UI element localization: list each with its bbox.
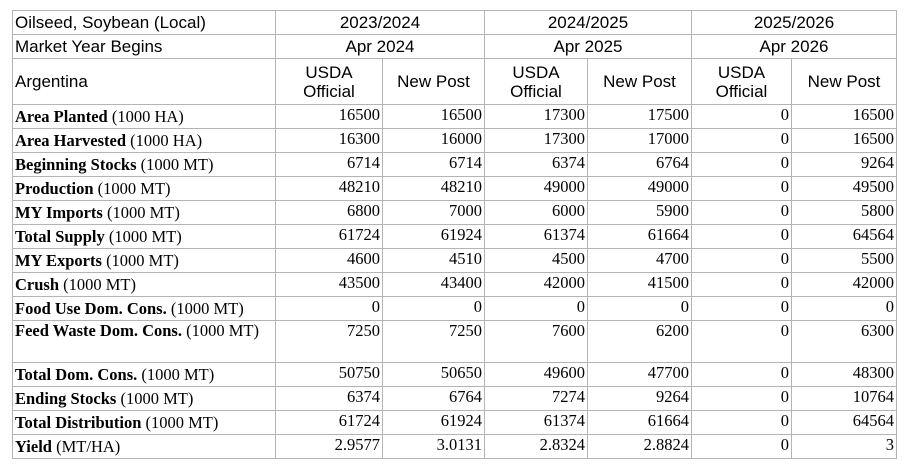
table-row (13, 201, 897, 225)
cell-value: 61724 (276, 411, 383, 435)
cell-value: 2.8824 (588, 435, 692, 459)
cell-value: 7250 (276, 321, 383, 363)
cell-value: 42000 (792, 273, 897, 297)
row-label: Area Harvested (1000 HA) (13, 129, 276, 153)
row-label: Ending Stocks (1000 MT) (13, 387, 276, 411)
cell-value: 10764 (792, 387, 897, 411)
cell-value: 5800 (792, 201, 897, 225)
row-label: Total Distribution (1000 MT) (13, 411, 276, 435)
cell-value: 6000 (485, 201, 588, 225)
cell-value: 64564 (792, 411, 897, 435)
header-row-years (13, 11, 897, 35)
col-usda-official: USDA Official (276, 59, 383, 105)
table-row (13, 387, 897, 411)
year-label-2: 2024/2025 (485, 11, 692, 35)
cell-value: 0 (692, 105, 792, 129)
table-row (13, 411, 897, 435)
col-new-post: New Post (792, 59, 897, 105)
row-label: Total Supply (1000 MT) (13, 225, 276, 249)
cell-value: 49000 (588, 177, 692, 201)
cell-value: 0 (692, 411, 792, 435)
cell-value: 17500 (588, 105, 692, 129)
cell-value: 7250 (383, 321, 485, 363)
cell-value: 6764 (588, 153, 692, 177)
cell-value: 61724 (276, 225, 383, 249)
year-begins-2: Apr 2025 (485, 35, 692, 59)
col-usda-official: USDA Official (485, 59, 588, 105)
cell-value: 4600 (276, 249, 383, 273)
table-row (13, 153, 897, 177)
cell-value: 0 (383, 297, 485, 321)
cell-value: 0 (692, 177, 792, 201)
row-label: Food Use Dom. Cons. (1000 MT) (13, 297, 276, 321)
cell-value: 0 (692, 129, 792, 153)
cell-value: 6374 (485, 153, 588, 177)
cell-value: 0 (692, 387, 792, 411)
cell-value: 16500 (383, 105, 485, 129)
cell-value: 3.0131 (383, 435, 485, 459)
table-row (13, 225, 897, 249)
cell-value: 0 (276, 297, 383, 321)
cell-value: 0 (485, 297, 588, 321)
cell-value: 64564 (792, 225, 897, 249)
cell-value: 43500 (276, 273, 383, 297)
cell-value: 0 (692, 297, 792, 321)
cell-value: 49500 (792, 177, 897, 201)
row-label: MY Exports (1000 MT) (13, 249, 276, 273)
cell-value: 0 (692, 225, 792, 249)
col-new-post: New Post (588, 59, 692, 105)
cell-value: 61374 (485, 411, 588, 435)
cell-value: 16500 (792, 105, 897, 129)
cell-value: 48210 (383, 177, 485, 201)
cell-value: 41500 (588, 273, 692, 297)
cell-value: 47700 (588, 363, 692, 387)
cell-value: 0 (692, 273, 792, 297)
cell-value: 17300 (485, 129, 588, 153)
year-label-1: 2023/2024 (276, 11, 485, 35)
cell-value: 2.8324 (485, 435, 588, 459)
cell-value: 0 (692, 153, 792, 177)
cell-value: 48210 (276, 177, 383, 201)
row-label: Crush (1000 MT) (13, 273, 276, 297)
header-row-columns (13, 59, 897, 105)
col-usda-official: USDA Official (692, 59, 792, 105)
cell-value: 0 (692, 321, 792, 363)
cell-value: 50650 (383, 363, 485, 387)
cell-value: 4700 (588, 249, 692, 273)
cell-value: 5900 (588, 201, 692, 225)
cell-value: 48300 (792, 363, 897, 387)
cell-value: 16000 (383, 129, 485, 153)
year-begins-3: Apr 2026 (692, 35, 897, 59)
cell-value: 17000 (588, 129, 692, 153)
cell-value: 6714 (383, 153, 485, 177)
row-label: Beginning Stocks (1000 MT) (13, 153, 276, 177)
cell-value: 49000 (485, 177, 588, 201)
year-begins-1: Apr 2024 (276, 35, 485, 59)
cell-value: 61924 (383, 411, 485, 435)
table-row (13, 435, 897, 459)
table-row (13, 321, 897, 363)
row-label: MY Imports (1000 MT) (13, 201, 276, 225)
cell-value: 6300 (792, 321, 897, 363)
cell-value: 4510 (383, 249, 485, 273)
cell-value: 16500 (792, 129, 897, 153)
header-row-begins (13, 35, 897, 59)
cell-value: 0 (692, 435, 792, 459)
cell-value: 0 (692, 363, 792, 387)
psd-table (12, 10, 897, 459)
cell-value: 7274 (485, 387, 588, 411)
cell-value: 6800 (276, 201, 383, 225)
cell-value: 0 (692, 249, 792, 273)
table-row (13, 297, 897, 321)
commodity-label: Oilseed, Soybean (Local) (13, 11, 276, 35)
cell-value: 16300 (276, 129, 383, 153)
col-new-post: New Post (383, 59, 485, 105)
cell-value: 7600 (485, 321, 588, 363)
year-label-3: 2025/2026 (692, 11, 897, 35)
cell-value: 61664 (588, 225, 692, 249)
cell-value: 5500 (792, 249, 897, 273)
cell-value: 3 (792, 435, 897, 459)
cell-value: 9264 (792, 153, 897, 177)
cell-value: 43400 (383, 273, 485, 297)
cell-value: 0 (792, 297, 897, 321)
row-label: Area Planted (1000 HA) (13, 105, 276, 129)
cell-value: 2.9577 (276, 435, 383, 459)
cell-value: 0 (588, 297, 692, 321)
cell-value: 9264 (588, 387, 692, 411)
cell-value: 6714 (276, 153, 383, 177)
row-label: Total Dom. Cons. (1000 MT) (13, 363, 276, 387)
cell-value: 17300 (485, 105, 588, 129)
market-year-label: Market Year Begins (13, 35, 276, 59)
cell-value: 4500 (485, 249, 588, 273)
cell-value: 16500 (276, 105, 383, 129)
cell-value: 61924 (383, 225, 485, 249)
cell-value: 0 (692, 201, 792, 225)
row-label: Feed Waste Dom. Cons. (1000 MT) (13, 321, 276, 363)
cell-value: 61374 (485, 225, 588, 249)
table-row (13, 129, 897, 153)
table-row (13, 273, 897, 297)
cell-value: 6374 (276, 387, 383, 411)
cell-value: 42000 (485, 273, 588, 297)
table-row (13, 363, 897, 387)
row-label: Yield (MT/HA) (13, 435, 276, 459)
cell-value: 7000 (383, 201, 485, 225)
cell-value: 6764 (383, 387, 485, 411)
cell-value: 49600 (485, 363, 588, 387)
row-label: Production (1000 MT) (13, 177, 276, 201)
cell-value: 50750 (276, 363, 383, 387)
table-row (13, 249, 897, 273)
table-row (13, 177, 897, 201)
cell-value: 61664 (588, 411, 692, 435)
cell-value: 6200 (588, 321, 692, 363)
table-row (13, 105, 897, 129)
country-label: Argentina (13, 59, 276, 105)
